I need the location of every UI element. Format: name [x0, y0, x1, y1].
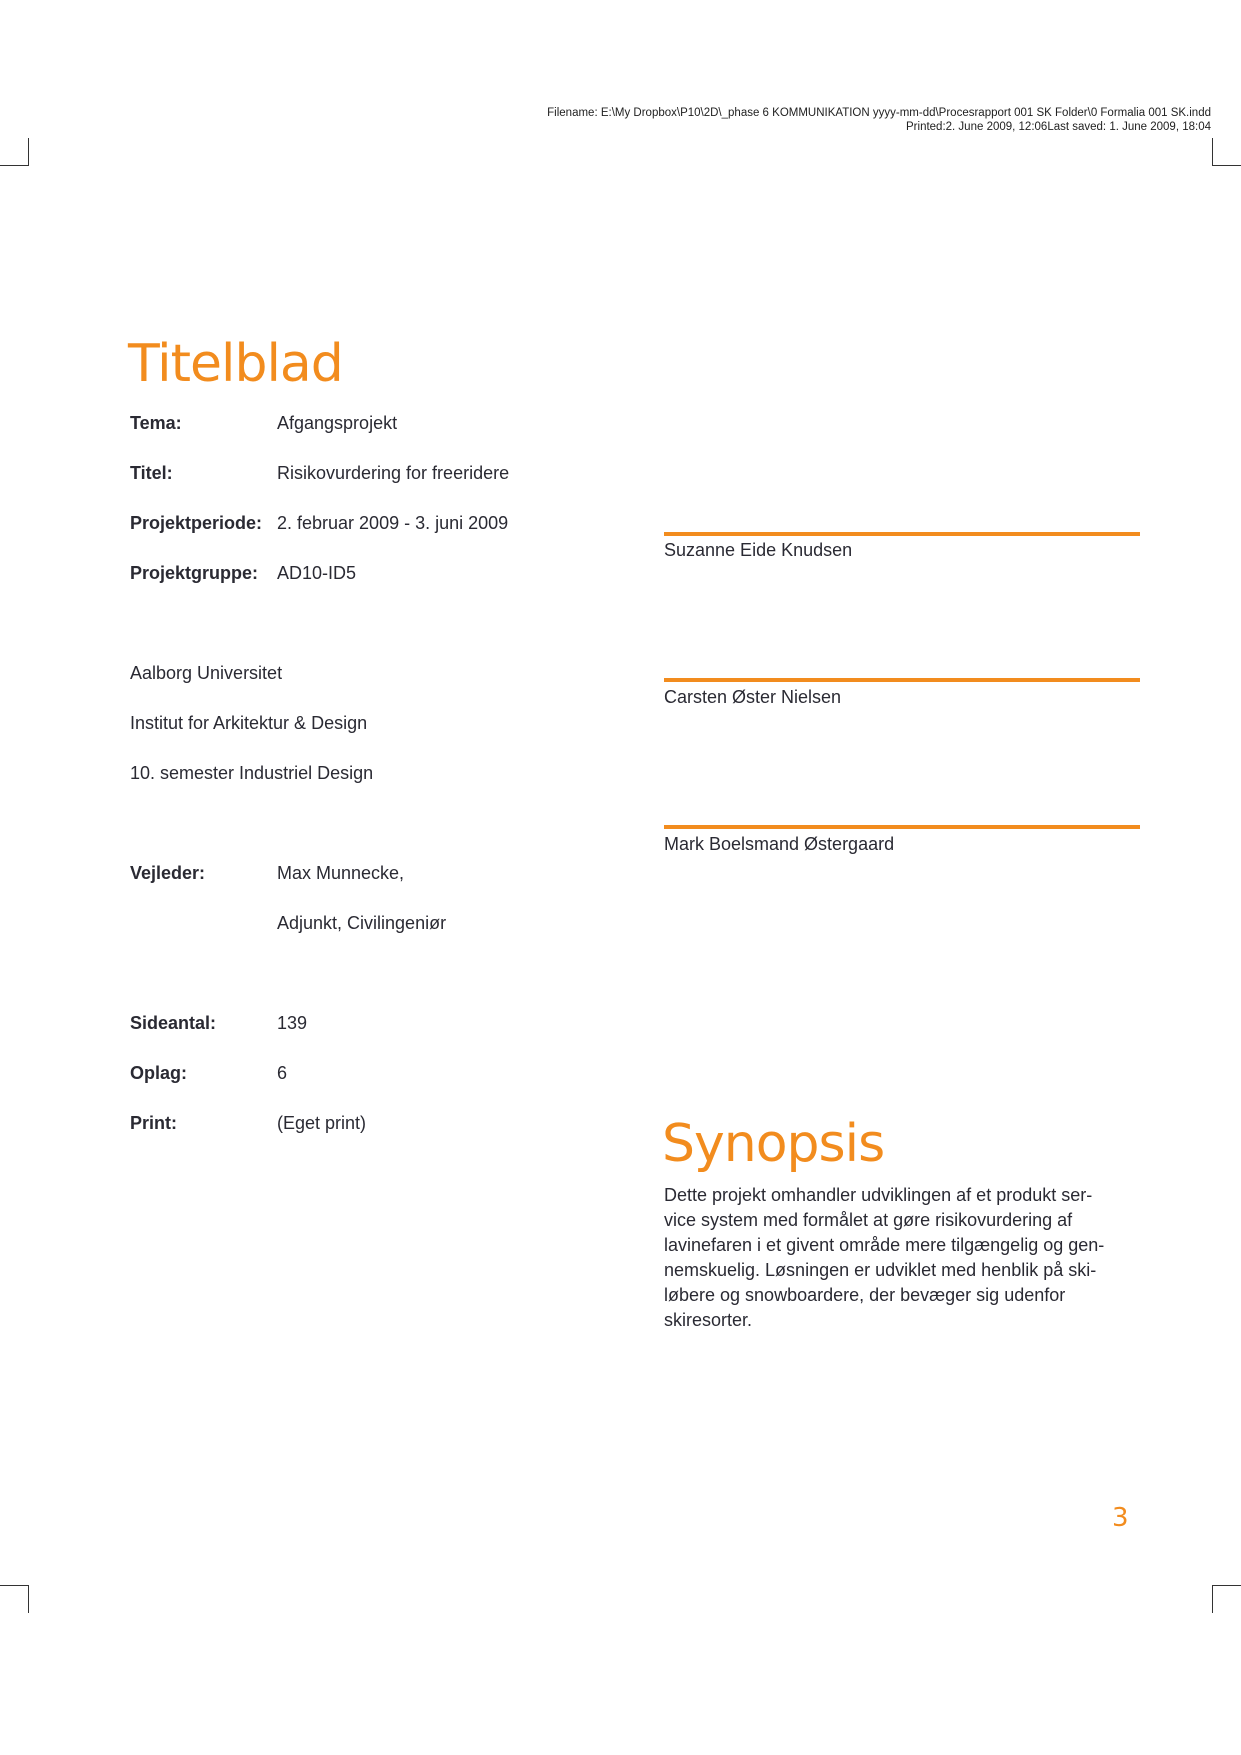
print-value: (Eget print): [277, 1113, 367, 1133]
signature-name: Carsten Øster Nielsen: [664, 687, 842, 707]
titel-value: Risikovurdering for freeridere: [277, 463, 510, 483]
gruppe-value: AD10-ID5: [277, 563, 357, 583]
signature-line: [664, 825, 1140, 829]
tema-value: Afgangsprojekt: [277, 413, 398, 433]
printed-line: Printed:2. June 2009, 12:06Last saved: 1. June 2009, 18:04: [906, 121, 1211, 133]
university: Aalborg Universitet: [130, 663, 283, 683]
supervisor-name: Max Munnecke,: [277, 863, 405, 883]
copies-label: Oplag:: [130, 1063, 187, 1083]
supervisor-label: Vejleder:: [130, 863, 206, 883]
synopsis-title: Synopsis: [662, 1114, 885, 1174]
gruppe-label: Projektgruppe:: [130, 563, 259, 583]
page-number: 3: [1112, 1503, 1129, 1533]
synopsis-line: vice system med formålet at gøre risikovurdering af: [664, 1210, 1073, 1230]
signature-name: Suzanne Eide Knudsen: [664, 540, 853, 560]
signature-name: Mark Boelsmand Østergaard: [664, 834, 895, 854]
synopsis-line: nemskuelig. Løsningen er udviklet med henblik på ski-: [664, 1260, 1097, 1280]
filename-line: Filename: E:\My Dropbox\P10\2D\_phase 6 KOMMUNIKATION yyyy-mm-dd\Procesrapport 001 SK Folder\0 Formalia 001 SK.indd: [547, 107, 1211, 119]
file-info: [547, 106, 1211, 134]
crop-mark-bottom-left-h: [0, 1585, 28, 1586]
synopsis-line: løbere og snowboardere, der bevæger sig udenfor: [664, 1285, 1066, 1305]
copies-value: 6: [277, 1063, 288, 1083]
pages-label: Sideantal:: [130, 1013, 217, 1033]
titel-label: Titel:: [130, 463, 173, 483]
crop-mark-bottom-right: [1212, 1585, 1213, 1613]
synopsis-line: lavinefaren i et givent område mere tilgængelig og gen-: [664, 1235, 1105, 1255]
crop-mark-bottom-left: [28, 1585, 29, 1613]
synopsis-line: skiresorter.: [664, 1310, 753, 1330]
pages-value: 139: [277, 1013, 308, 1033]
crop-mark-top-left: [28, 138, 29, 166]
semester: 10. semester Industriel Design: [130, 763, 374, 783]
synopsis-text: [664, 1183, 1144, 1333]
crop-mark-top-right: [1212, 138, 1213, 166]
crop-mark-top-right-h: [1212, 165, 1241, 166]
periode-value: 2. februar 2009 - 3. juni 2009: [277, 513, 509, 533]
periode-label: Projektperiode:: [130, 513, 263, 533]
print-label: Print:: [130, 1113, 177, 1133]
tema-label: Tema:: [130, 413, 182, 433]
signature-line: [664, 532, 1140, 536]
signature-line: [664, 678, 1140, 682]
page-title: Titelblad: [128, 334, 343, 394]
crop-mark-top-left-h: [0, 165, 28, 166]
crop-mark-bottom-right-h: [1212, 1585, 1241, 1586]
institute: Institut for Arkitektur & Design: [130, 713, 368, 733]
supervisor-title: Adjunkt, Civilingeniør: [277, 913, 447, 933]
synopsis-line: Dette projekt omhandler udviklingen af et produkt ser-: [664, 1185, 1093, 1205]
